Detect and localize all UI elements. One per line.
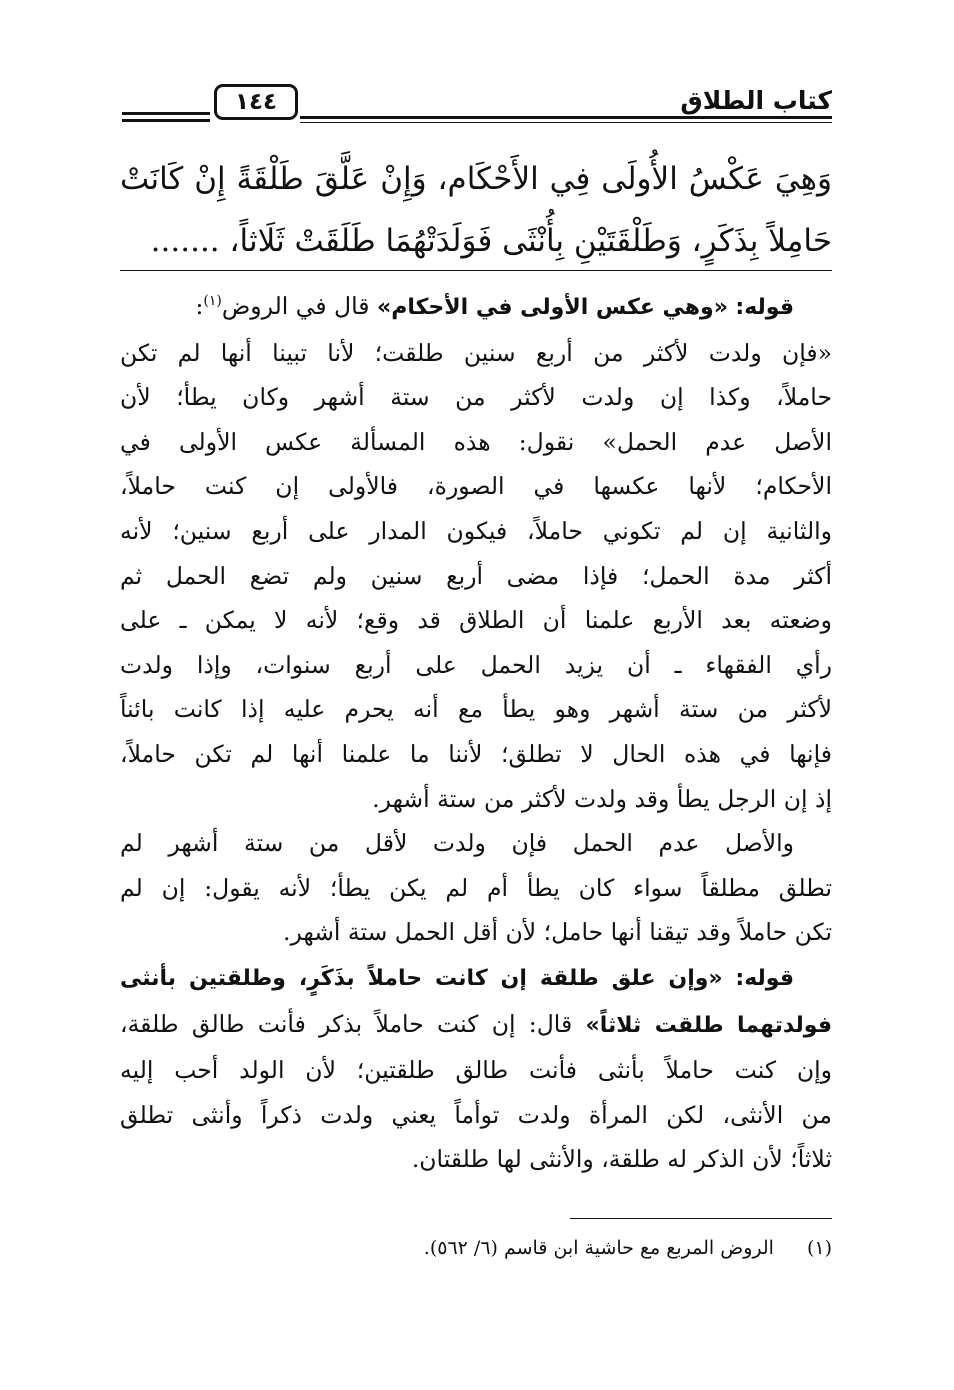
page-number: ١٤٤ (214, 84, 298, 120)
header-rule (300, 122, 832, 123)
commentary-text: : (195, 292, 204, 320)
commentary-line: فإنها في هذه الحال لا تطلق؛ لأننا ما علمنا أنها لم تكن حاملاً، (120, 739, 832, 768)
commentary-line: تطلق مطلقاً سواء كان يطأ أم لم يكن يطأ؛ لأنه يقول: إن لم (120, 873, 832, 902)
commentary-text: قال: إن كنت حاملاً بذكر فأنت طالق طلقة، (120, 1009, 586, 1038)
footnote-item (120, 1232, 832, 1264)
footnote-text: الروض المربع مع حاشية ابن قاسم (٦/ ٥٦٢). (423, 1237, 774, 1259)
matn-text (120, 148, 832, 272)
commentary-quote: فولدتهما طلقت ثلاثاً» (585, 1012, 832, 1038)
commentary-line: حاملاً، وكذا إن ولدت لأكثر من ستة أشهر وكان يطأ؛ لأن (120, 383, 832, 412)
commentary-lead: قوله: (735, 965, 794, 991)
commentary-line: وإن كنت حاملاً بأنثى فأنت طالق طلقتين؛ لأن الولد أحب إليه (120, 1056, 832, 1085)
header-title: كتاب الطلاق (680, 86, 832, 115)
commentary-line: والأصل عدم الحمل فإن ولدت لأقل من ستة أشهر لم (120, 829, 794, 858)
commentary-quote: «وهي عكس الأولى في الأحكام» (377, 295, 728, 320)
commentary-line (120, 1002, 832, 1049)
header-rule (122, 119, 210, 122)
matn-line: وَهِيَ عَكْسُ الأُولَى فِي الأَحْكَام، وَإِنْ عَلَّقَ طَلْقَةً إِنْ كَانَتْ (120, 161, 832, 197)
commentary-line: ثلاثاً؛ لأن الذكر له طلقة، والأنثى لها طلقتان. (411, 1145, 832, 1174)
footnote-ref[interactable]: (١) (203, 293, 222, 310)
commentary-line: إذ إن الرجل يطأ وقد ولدت لأكثر من ستة أشهر. (372, 784, 832, 813)
commentary-quote: «وإن علق طلقة إن كانت حاملاً بذَكَرٍ، وطلقتين بأنثى (120, 965, 723, 991)
footnote-separator (570, 1218, 832, 1219)
commentary-line: تكن حاملاً وقد تيقنا أنها حامل؛ لأن أقل الحمل ستة أشهر. (282, 918, 832, 947)
commentary-lead: قوله: (735, 295, 794, 320)
commentary-line: «فإن ولدت لأكثر من أربع سنين طلقت؛ لأنا تبينا أنها لم تكن (120, 338, 832, 367)
commentary-line: لأكثر من ستة أشهر وهو يطأ مع أنه يحرم عليه إذا كانت بائناً (120, 695, 832, 724)
matn-line: حَامِلاً بِذَكَرٍ، وَطَلْقَتَيْنِ بِأُنْثَى فَوَلَدَتْهُمَا طَلَقَتْ ثَلَاثاً، ....... (150, 223, 832, 259)
footnote-number: (١) (806, 1237, 832, 1259)
commentary-line: الأصل عدم الحمل» نقول: هذه المسألة عكس الأولى في (120, 427, 832, 456)
commentary-line: الأحكام؛ لأنها عكسها في الصورة، فالأولى إن كنت حاملاً، (120, 472, 832, 501)
commentary-text: قال في الروض (221, 292, 370, 320)
commentary-line: رأي الفقهاء ـ أن يزيد الحمل على أربع سنوات، وإذا ولدت (120, 650, 832, 679)
header-rule (300, 116, 832, 119)
commentary-line: أكثر مدة الحمل؛ فإذا مضى أربع سنين ولم تضع الحمل ثم (120, 561, 832, 590)
commentary-line: وضعته بعد الأربع علمنا أن الطلاق قد وقع؛ لأنه لا يمكن ـ على (120, 606, 832, 635)
running-header (122, 84, 832, 130)
commentary (120, 284, 832, 1182)
commentary-line (120, 955, 832, 1002)
footnotes (120, 1232, 832, 1264)
commentary-line: من الأنثى، لكن المرأة ولدت توأماً يعني ولدت ذكراً وأنثى تطلق (120, 1100, 832, 1129)
matn-separator (120, 270, 832, 271)
commentary-line: والثانية إن لم تكوني حاملاً، فيكون المدار على أربع سنين؛ لأنه (120, 516, 832, 545)
commentary-line (120, 284, 832, 331)
header-rule (122, 112, 210, 115)
